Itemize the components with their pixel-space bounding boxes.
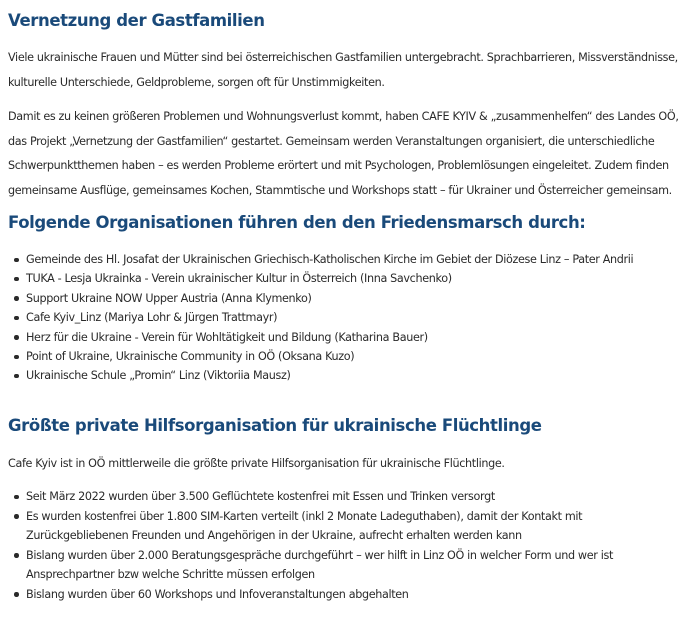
list-item-line: Es wurden kostenfrei über 1.800 SIM-Karten verteilt (inkl 2 Monate Ladeguthaben), damit der Kontakt mit — [26, 509, 583, 523]
list-item: TUKA - Lesja Ukrainka - Verein ukrainischer Kultur in Österreich (Inna Savchenko) — [26, 269, 694, 288]
list-item-line: Seit März 2022 wurden über 3.500 Geflüchtete kostenfrei mit Essen und Trinken versorgt — [26, 490, 495, 503]
paragraph-line: Damit es zu keinen größeren Problemen und Wohnungsverlust kommt, haben CAFE KYIV & „zusammenhelfen“ des Landes OÖ, — [8, 110, 679, 123]
paragraph-intro — [8, 46, 688, 95]
paragraph-line: kulturelle Unterschiede, Geldprobleme, sorgen oft für Unstimmigkeiten. — [8, 75, 385, 89]
organisations-list — [8, 250, 694, 386]
list-item — [26, 487, 686, 507]
paragraph-line: das Projekt „Vernetzung der Gastfamilien“ gestartet. Gemeinsam werden Veranstaltungen organisiert, die unterschiedliche — [8, 134, 655, 148]
section-heading-organisationen: Folgende Organisationen führen den den Friedensmarsch durch: — [8, 213, 586, 232]
list-item: Point of Ukraine, Ukrainische Community in OÖ (Oksana Kuzo) — [26, 347, 694, 366]
paragraph-line: Viele ukrainische Frauen und Mütter sind bei österreichischen Gastfamilien untergebracht. Sprachbarrieren, Missverständnisse, — [8, 51, 678, 64]
facts-list — [8, 487, 686, 605]
section-heading-vernetzung: Vernetzung der Gastfamilien — [8, 11, 265, 30]
list-item: Gemeinde des Hl. Josafat der Ukrainischen Griechisch-Katholischen Kirche im Gebiet der Diözese Linz – Pater Andrii — [26, 250, 694, 269]
list-item — [26, 507, 686, 546]
list-item-line: Bislang wurden über 2.000 Beratungsgespräche durchgeführt – wer hilft in Linz OÖ in welcher Form und wer ist — [26, 548, 613, 562]
list-item: Support Ukraine NOW Upper Austria (Anna Klymenko) — [26, 289, 694, 308]
list-item — [26, 546, 686, 585]
section-heading-hilfsorganisation: Größte private Hilfsorganisation für ukrainische Flüchtlinge — [8, 416, 542, 435]
list-item: Cafe Kyiv_Linz (Mariya Lohr & Jürgen Trattmayr) — [26, 308, 694, 327]
paragraph-project — [8, 105, 688, 203]
list-item-line: Ansprechpartner bzw welche Schritte müssen erfolgen — [26, 568, 315, 582]
list-item: Herz für die Ukraine - Verein für Wohltätigkeit und Bildung (Katharina Bauer) — [26, 328, 694, 347]
paragraph-line: Schwerpunktthemen haben – es werden Probleme erörtert und mit Psychologen, Problemlösungen eingeleitet. Zudem finden — [8, 159, 669, 172]
list-item: Ukrainische Schule „Promin“ Linz (Viktoriia Mausz) — [26, 366, 694, 385]
list-item-line: Zurückgebliebenen Freunden und Angehörigen in der Ukraine, aufrecht erhalten werden kann — [26, 529, 522, 543]
paragraph-line: gemeinsame Ausflüge, gemeinsames Kochen, Stammtische und Workshops statt – für Ukrainer und Österreicher gemeinsam. — [8, 183, 672, 197]
list-item-line: Bislang wurden über 60 Workshops und Infoveranstaltungen abgehalten — [26, 587, 409, 601]
paragraph-cafe-kyiv: Cafe Kyiv ist in OÖ mittlerweile die größte private Hilfsorganisation für ukrainische Flüchtlinge. — [8, 457, 505, 470]
list-item — [26, 585, 686, 605]
